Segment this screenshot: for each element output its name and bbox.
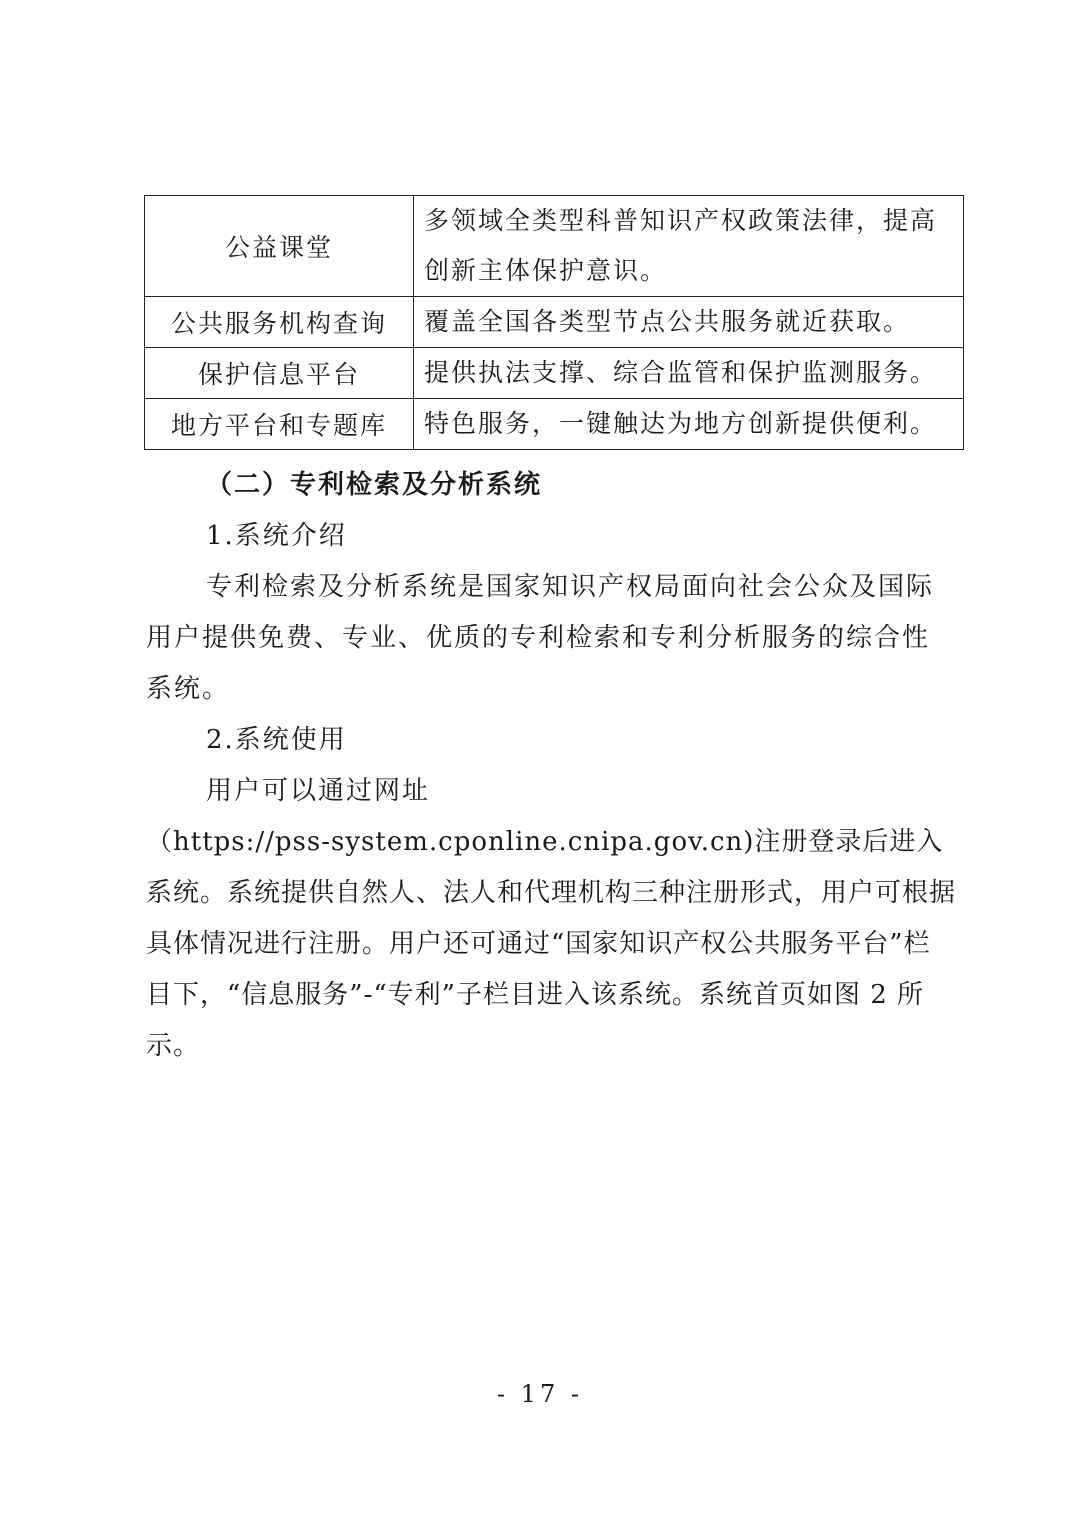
table-row xyxy=(145,348,964,399)
table-row xyxy=(145,297,964,348)
table-row xyxy=(145,399,964,450)
table-row xyxy=(145,196,964,297)
service-desc-cell: 提供执法支撑、综合监管和保护监测服务。 xyxy=(414,348,964,399)
usage-paragraph-line1: 用户可以通过网址 xyxy=(206,776,431,806)
service-desc-cell: 多领域全类型科普知识产权政策法律，提高创新主体保护意识。 xyxy=(414,196,964,297)
subsection-heading-intro: 1.系统介绍 xyxy=(206,521,347,551)
page-number: - 17 - xyxy=(496,1380,583,1408)
usage-paragraph: （https://pss-system.cponline.cnipa.gov.cn)注册登录后进入系统。系统提供自然人、法人和代理机构三种注册形式，用户可根据具体情况进行注册。用户还可通过“国家知识产权公共服务平台”栏目下，“信息服务”-“专利”子栏目进入该系统。系统首页如图 2 所示。 xyxy=(146,827,957,1061)
service-name-cell: 保护信息平台 xyxy=(145,348,414,399)
service-name-cell: 公共服务机构查询 xyxy=(145,297,414,348)
service-name-cell: 地方平台和专题库 xyxy=(145,399,414,450)
service-desc-cell: 特色服务，一键触达为地方创新提供便利。 xyxy=(414,399,964,450)
intro-paragraph: 专利检索及分析系统是国家知识产权局面向社会公众及国际用户提供免费、专业、优质的专利检索和专利分析服务的综合性系统。 xyxy=(146,572,935,704)
section-heading: （二）专利检索及分析系统 xyxy=(206,470,543,500)
service-name-cell: 公益课堂 xyxy=(145,196,414,297)
subsection-heading-usage: 2.系统使用 xyxy=(206,725,347,755)
service-desc-cell: 覆盖全国各类型节点公共服务就近获取。 xyxy=(414,297,964,348)
service-table xyxy=(144,195,964,450)
